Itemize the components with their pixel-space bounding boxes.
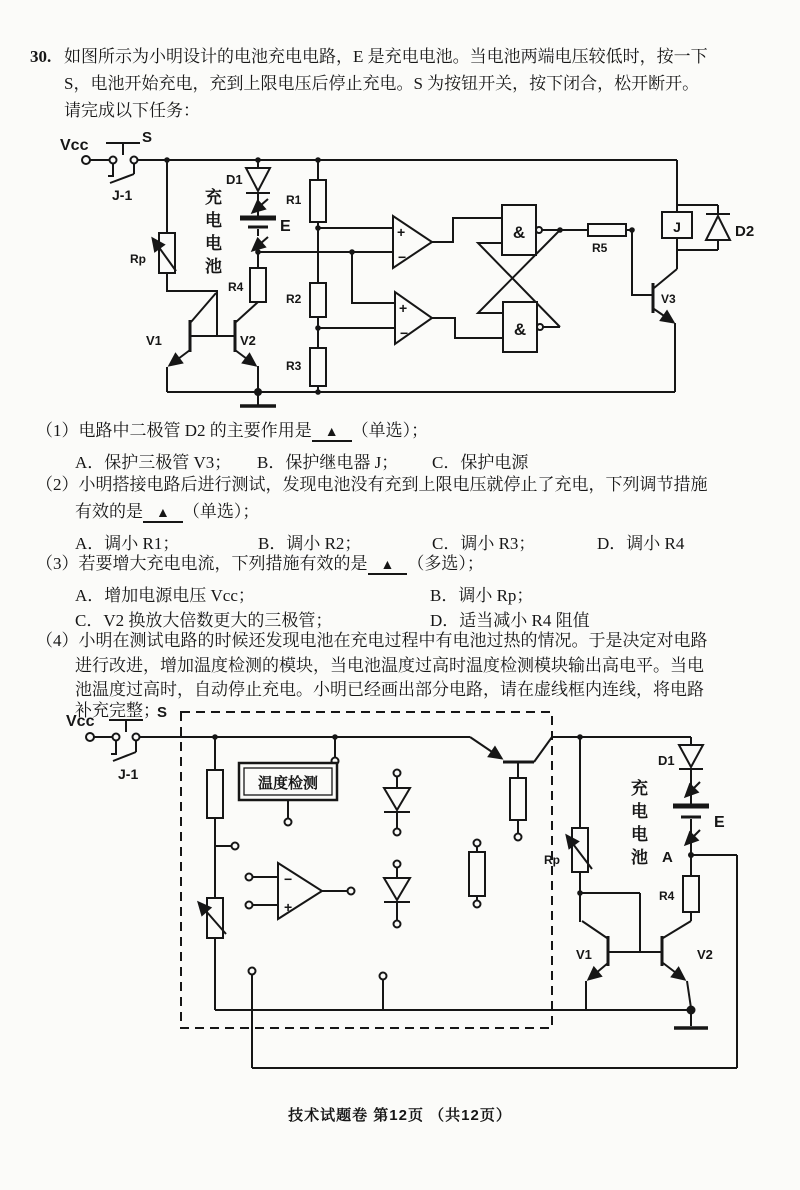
nand-gate-1: [502, 205, 588, 255]
part4-line2: 进行改进，增加温度检测的模块，当电池温度过高时温度检测模块输出高电平。当电: [75, 656, 704, 675]
switch-transistor-pnp: [470, 737, 552, 841]
vcc-terminal: [82, 156, 90, 164]
terminal-diode1-bottom[interactable]: [394, 829, 401, 836]
resistor-r4: [228, 252, 266, 303]
part3-num: （3）: [36, 554, 79, 573]
comparator1-minus: −: [398, 249, 407, 265]
dashed-work-area[interactable]: [181, 712, 552, 1028]
nand-gate-2: [503, 302, 560, 352]
e2-label: E: [714, 814, 725, 831]
temp-module-label: 温度检测: [257, 775, 319, 792]
part1-pre: 电路中二极管 D2 的主要作用是: [78, 421, 312, 440]
spare-diode-upper: [384, 770, 410, 836]
part3-option-d: D．适当减小 R4 阻值: [430, 611, 590, 630]
v1-2-label: V1: [576, 947, 592, 962]
comparator2-minus: −: [400, 325, 409, 341]
part2-line1: 小明搭接电路后进行测试，发现电池没有充到上限电压就停止了充电，下列调节措施: [78, 475, 708, 494]
j-label: J: [673, 219, 681, 235]
comparator-2: [318, 249, 503, 344]
part2-option-c: C．调小 R3；: [432, 534, 536, 553]
part2-option-b: B．调小 R2；: [258, 534, 362, 553]
divider-r1-r2-r3: [286, 160, 326, 395]
rheostat-rp: [130, 160, 217, 336]
opamp-plus: +: [284, 899, 293, 915]
part4-num: （4）: [36, 631, 79, 650]
page-footer: 技术试题卷 第12页 （共12页）: [288, 1107, 512, 1124]
part1-option-c: C．保护电源: [432, 453, 529, 472]
part1-num: （1）: [36, 421, 79, 440]
transistor-v1: [146, 293, 235, 392]
e-label: E: [280, 218, 291, 235]
part2-blank: ▲: [143, 506, 183, 523]
power-source-vcc: [60, 137, 90, 164]
question-line-1: 如图所示为小明设计的电池充电电路，E 是充电电池。当电池两端电压较低时，按一下: [64, 47, 708, 66]
part3-blank: ▲: [368, 558, 408, 575]
v2-2-label: V2: [697, 947, 713, 962]
terminal-opamp-minus[interactable]: [246, 874, 253, 881]
spare-resistor: [469, 840, 485, 908]
part1-option-b: B．保护继电器 J；: [257, 453, 399, 472]
terminal-left[interactable]: [232, 843, 239, 850]
power-source-vcc-2: [66, 713, 95, 741]
r4-2-label: R4: [659, 889, 675, 903]
question-line-2: S，电池开始充电，充到上限电压后停止充电。S 为按钮开关，按下闭合，松开断开。: [64, 74, 700, 93]
terminal-res-top[interactable]: [474, 840, 481, 847]
part1-post: （单选）；: [351, 421, 429, 440]
terminal-opamp-plus[interactable]: [246, 902, 253, 909]
nand2-symbol: &: [513, 320, 527, 339]
relay-contact-j1: [108, 163, 134, 203]
ground-circuit1: [167, 388, 675, 406]
circuit1-diagram: [60, 129, 754, 406]
vcc2-label: Vcc: [66, 713, 95, 730]
comparator-1: [258, 216, 502, 268]
part1-option-a: A．保护三极管 V3；: [75, 453, 232, 472]
part4-line1: 小明在测试电路的时候还发现电池在充电过程中有电池过热的情况。于是决定对电路: [78, 631, 708, 650]
d1-2-label: D1: [658, 753, 675, 768]
comparator2-plus: +: [399, 300, 408, 316]
a-label: A: [662, 849, 673, 866]
s2-label: S: [157, 704, 168, 721]
part2-post2: （单选）；: [182, 502, 260, 521]
top-rail: [138, 157, 678, 163]
terminal-base[interactable]: [515, 834, 522, 841]
terminal-res-bottom[interactable]: [474, 901, 481, 908]
nand1-symbol: &: [512, 223, 526, 242]
vcc-label: Vcc: [60, 137, 89, 154]
terminal-diode2-bottom[interactable]: [394, 921, 401, 928]
part3-option-a: A．增加电源电压 Vcc；: [75, 586, 255, 605]
j1-label: J-1: [112, 187, 133, 203]
battery-label-circuit2: 充电电池: [628, 779, 647, 871]
diode-d2: [706, 205, 754, 250]
battery-e-2: [662, 780, 725, 876]
terminal-feedback[interactable]: [249, 968, 256, 975]
part4-line3: 池温度过高时，自动停止充电。小明已经画出部分电路，请在虚线框内连线，将电路: [75, 680, 704, 699]
s-label: S: [142, 129, 153, 146]
terminal-diode2-top[interactable]: [394, 861, 401, 868]
question-number: 30.: [30, 47, 52, 66]
rail-terminal-stub: [332, 737, 339, 765]
terminal-ground-wire[interactable]: [380, 973, 387, 980]
d1-label: D1: [226, 172, 243, 187]
part3-option-c: C．V2 换放大倍数更大的三极管；: [75, 611, 333, 630]
resistor-r4-2: [659, 876, 699, 921]
opamp-2box: [246, 863, 355, 919]
resistor-r5: [588, 224, 653, 295]
top-rail-2: [140, 734, 692, 740]
diode-d1-2: [658, 737, 703, 780]
part2-option-a: A．调小 R1；: [75, 534, 180, 553]
opamp-minus: −: [284, 871, 293, 887]
left-resistor-column: [199, 737, 239, 1010]
r5-label: R5: [592, 241, 608, 255]
diode-d1: [226, 160, 270, 198]
transistor-v1-2: [576, 921, 662, 1010]
spare-diode-lower: [384, 861, 410, 928]
comparator1-plus: +: [397, 224, 406, 240]
part1-blank: ▲: [312, 425, 352, 442]
relay-contact-j1-2: [111, 741, 138, 783]
part3-option-b: B．调小 Rp；: [430, 586, 534, 605]
transistor-v2: [235, 302, 258, 392]
ground-circuit2: [215, 973, 708, 1029]
part2-option-d: D．调小 R4: [597, 534, 685, 553]
terminal-temp[interactable]: [285, 819, 292, 826]
r4-label: R4: [228, 280, 244, 294]
transistor-v3: [653, 269, 677, 392]
battery-e: [240, 198, 291, 255]
terminal-diode1-top[interactable]: [394, 770, 401, 777]
part2-num: （2）: [36, 475, 79, 494]
terminal-opamp-out[interactable]: [348, 888, 355, 895]
push-button-s-2: [94, 704, 167, 741]
rp-label: Rp: [130, 252, 146, 266]
v2-label: V2: [240, 333, 256, 348]
j1-2-label: J-1: [118, 766, 139, 782]
temperature-module: [239, 763, 337, 826]
feedback-wire: [249, 855, 738, 1068]
push-button-s: [90, 129, 152, 164]
part4-line4: 补充完整；: [75, 701, 160, 720]
part3-pre: 若要增大充电电流，下列措施有效的是: [78, 554, 368, 573]
transistor-v2-2: [662, 921, 713, 1008]
part2-pre2: 有效的是: [75, 502, 143, 521]
circuit2-diagram: [66, 704, 737, 1068]
r2-label: R2: [286, 292, 302, 306]
rp2-label: Rp: [544, 853, 560, 867]
r1-label: R1: [286, 193, 302, 207]
question-line-3: 请完成以下任务：: [64, 101, 200, 120]
r3-label: R3: [286, 359, 302, 373]
vcc2-terminal: [86, 733, 94, 741]
d2-label: D2: [735, 223, 755, 240]
v1-label: V1: [146, 333, 162, 348]
v3-label: V3: [661, 292, 676, 306]
rheostat-rp-2: [544, 737, 640, 952]
battery-label-circuit1: 充电电池: [202, 188, 221, 280]
part3-post: （多选）；: [407, 554, 484, 573]
